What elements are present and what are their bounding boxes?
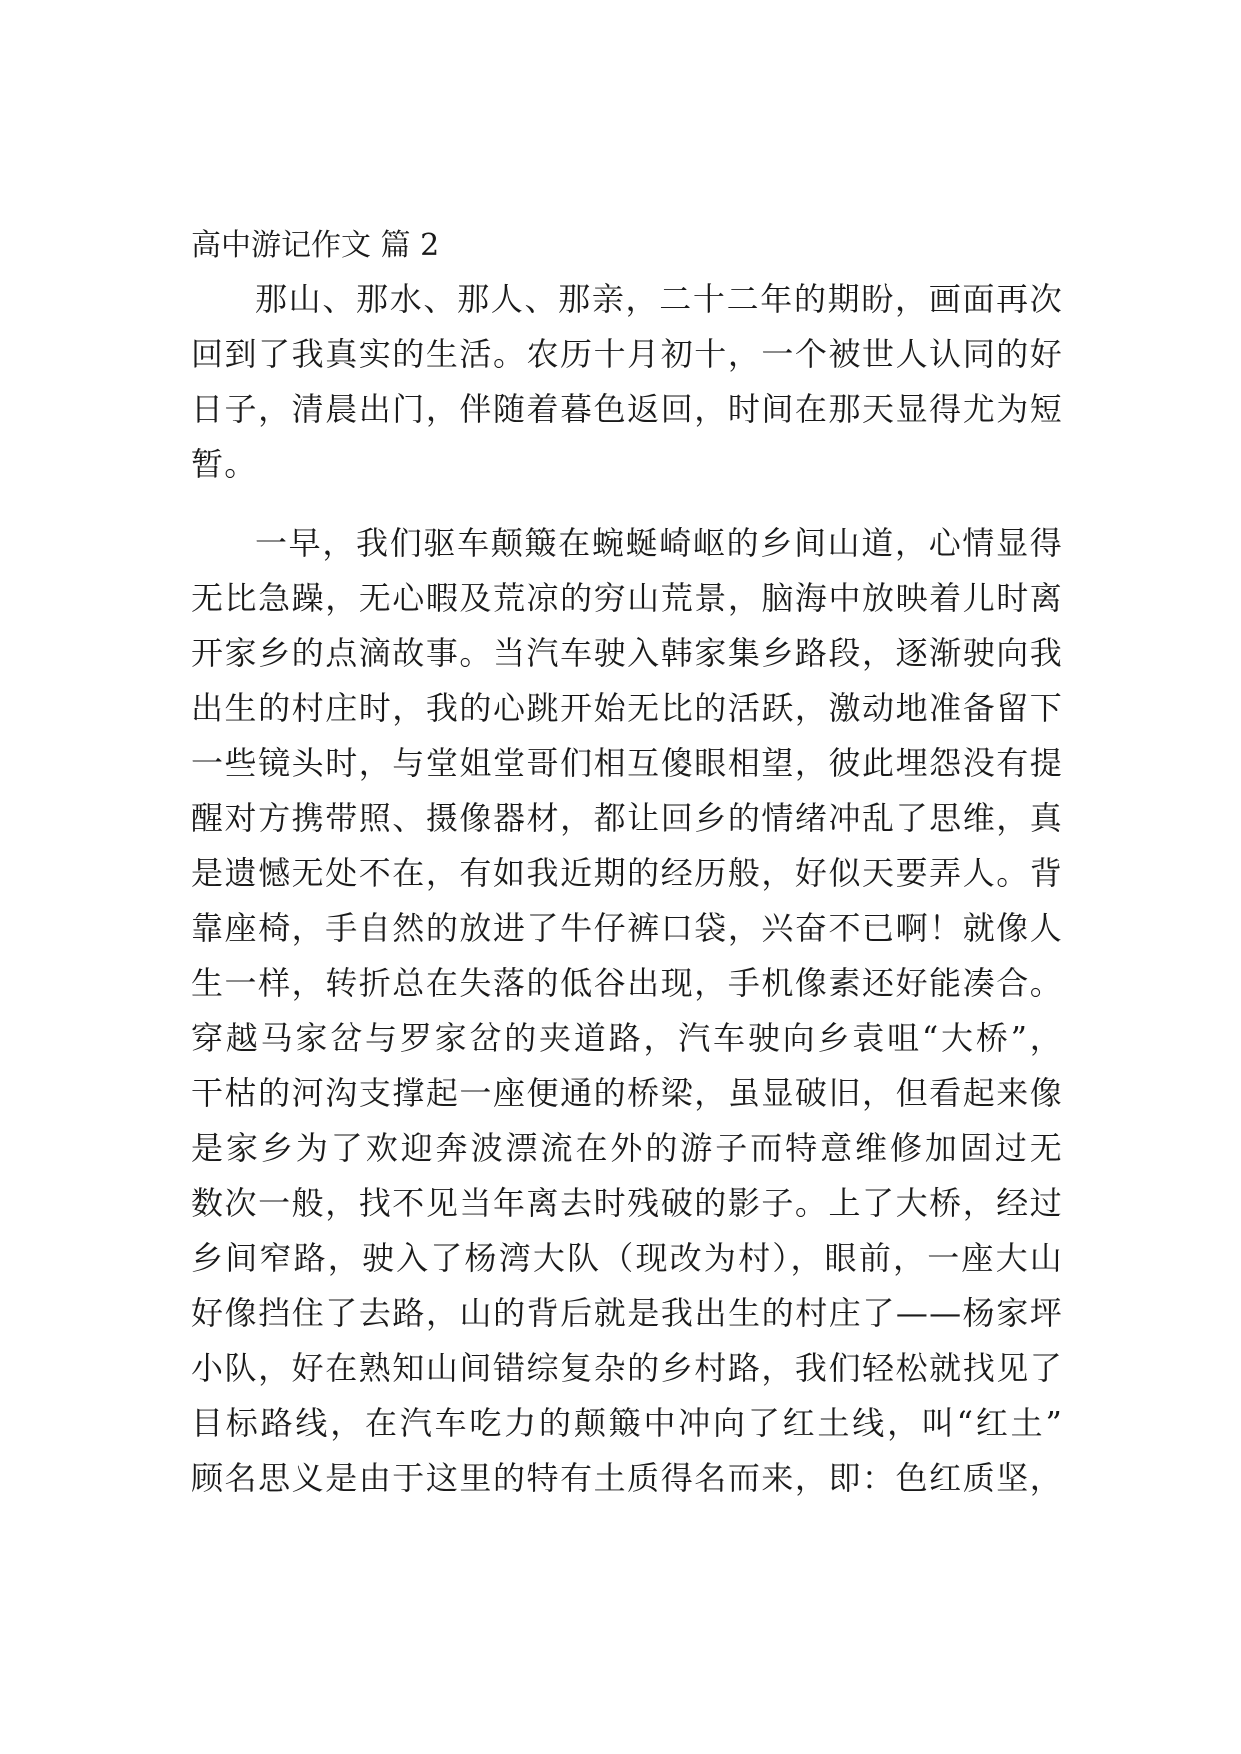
text-line: 开家乡的点滴故事。当汽车驶入韩家集乡路段，逐渐驶向我 [191, 634, 1063, 672]
text-line: 数次一般，找不见当年离去时残破的影子。上了大桥，经过 [191, 1184, 1063, 1222]
text-line: 目标路线，在汽车吃力的颠簸中冲向了红土线，叫“红土” [191, 1404, 1063, 1442]
text-line: 醒对方携带照、摄像器材，都让回乡的情绪冲乱了思维，真 [191, 799, 1063, 837]
text-line: 干枯的河沟支撑起一座便通的桥梁，虽显破旧，但看起来像 [191, 1074, 1063, 1112]
paragraph-spacer [191, 492, 1063, 516]
text-line: 一早，我们驱车颠簸在蜿蜒崎岖的乡间山道，心情显得 [255, 524, 1063, 562]
paragraph-1 [191, 272, 1063, 492]
text-line: 生一样，转折总在失落的低谷出现，手机像素还好能凑合。 [191, 964, 1063, 1002]
text-line: 是遗憾无处不在，有如我近期的经历般，好似天要弄人。背 [191, 854, 1063, 892]
document-title: 高中游记作文 篇 2 [191, 228, 440, 263]
text-line: 一些镜头时，与堂姐堂哥们相互傻眼相望，彼此埋怨没有提 [191, 744, 1063, 782]
paragraph-2 [191, 516, 1063, 1506]
text-line: 是家乡为了欢迎奔波漂流在外的游子而特意维修加固过无 [191, 1129, 1063, 1167]
text-line: 小队，好在熟知山间错综复杂的乡村路，我们轻松就找见了 [191, 1349, 1063, 1387]
text-line: 靠座椅，手自然的放进了牛仔裤口袋，兴奋不已啊！就像人 [191, 909, 1063, 947]
text-line: 穿越马家岔与罗家岔的夹道路，汽车驶向乡袁咀“大桥”， [191, 1019, 1063, 1057]
text-line: 无比急躁，无心暇及荒凉的穷山荒景，脑海中放映着儿时离 [191, 579, 1063, 617]
text-line: 好像挡住了去路，山的背后就是我出生的村庄了——杨家坪 [191, 1294, 1063, 1332]
document-body [191, 222, 1063, 1506]
text-line: 日子，清晨出门，伴随着暮色返回，时间在那天显得尤为短 [191, 390, 1063, 428]
text-line: 那山、那水、那人、那亲，二十二年的期盼，画面再次 [255, 280, 1063, 318]
text-line: 出生的村庄时，我的心跳开始无比的活跃，激动地准备留下 [191, 689, 1063, 727]
text-line: 回到了我真实的生活。农历十月初十，一个被世人认同的好 [191, 335, 1063, 373]
text-line: 乡间窄路，驶入了杨湾大队（现改为村），眼前，一座大山 [191, 1239, 1063, 1277]
text-line: 顾名思义是由于这里的特有土质得名而来，即：色红质坚， [191, 1459, 1063, 1497]
text-line: 暂。 [191, 445, 258, 483]
